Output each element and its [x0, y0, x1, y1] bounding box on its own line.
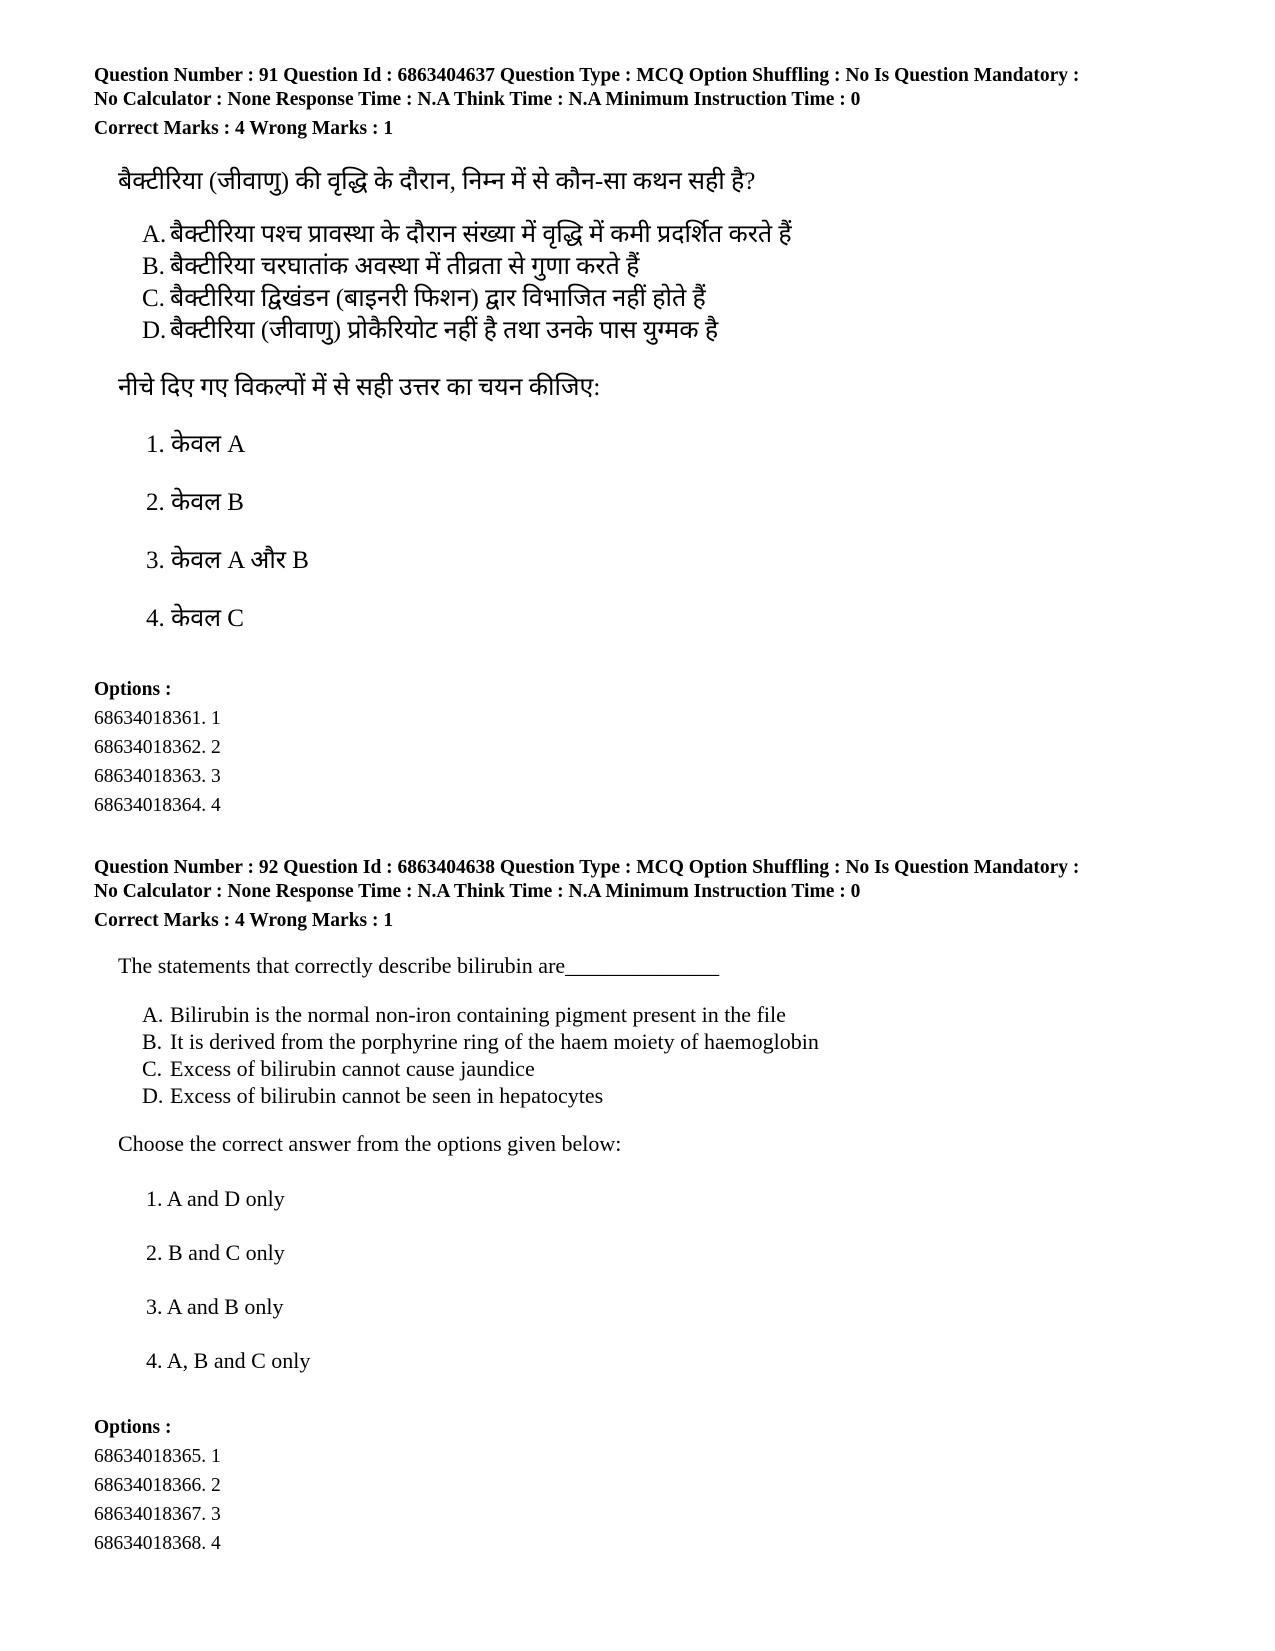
option-item: 68634018364. 4 [94, 795, 221, 816]
meta-line-2: No Calculator : None Response Time : N.A Think Time : N.A Minimum Instruction Time : 0 [94, 881, 861, 902]
statement-item: A. बैक्टीरिया पश्च प्रावस्था के दौरान संख्या में वृद्धि में कमी प्रदर्शित करते हैं [142, 221, 792, 248]
choice-item: 4. केवल C [146, 605, 244, 632]
question-stem: बैक्टीरिया (जीवाणु) की वृद्धि के दौरान, निम्न में से कौन-सा कथन सही है? [118, 168, 756, 195]
option-item: 68634018361. 1 [94, 708, 221, 729]
statement-list [142, 1001, 1214, 1109]
question-body [118, 953, 1214, 1395]
options-list [94, 1413, 1214, 1558]
question-meta [94, 856, 1214, 933]
marks-line: Correct Marks : 4 Wrong Marks : 1 [94, 118, 394, 139]
choice-list [146, 1179, 1214, 1395]
option-item: 68634018368. 4 [94, 1533, 221, 1554]
option-item: 68634018363. 3 [94, 766, 221, 787]
option-item: 68634018362. 2 [94, 737, 221, 758]
marks-line: Correct Marks : 4 Wrong Marks : 1 [94, 910, 394, 931]
choice-item: 2. B and C only [146, 1240, 285, 1265]
option-item: 68634018367. 3 [94, 1504, 221, 1525]
statement-item: B. बैक्टीरिया चरघातांक अवस्था में तीव्रता से गुणा करते हैं [142, 253, 640, 280]
choice-item: 3. केवल A और B [146, 547, 309, 574]
answer-instruction: Choose the correct answer from the options given below: [118, 1131, 622, 1156]
meta-line-1: Question Number : 91 Question Id : 6863404637 Question Type : MCQ Option Shuffling : No Is Question Mandatory : [94, 65, 1080, 86]
statement-list [142, 219, 1214, 347]
choice-item: 1. A and D only [146, 1186, 285, 1211]
choice-item: 1. केवल A [146, 431, 246, 458]
statement-item: B. It is derived from the porphyrine ring of the haem moiety of haemoglobin [142, 1029, 819, 1054]
choice-item: 4. A, B and C only [146, 1348, 311, 1373]
question-block-92 [94, 856, 1214, 1558]
question-meta [94, 64, 1214, 141]
options-list [94, 675, 1214, 820]
choice-item: 2. केवल B [146, 489, 244, 516]
statement-item: C. बैक्टीरिया द्विखंडन (बाइनरी फिशन) द्वार विभाजित नहीं होते हैं [142, 285, 706, 312]
choice-list [146, 425, 1214, 657]
statement-item: D. बैक्टीरिया (जीवाणु) प्रोकैरियोट नहीं है तथा उनके पास युग्मक है [142, 317, 719, 344]
option-item: 68634018365. 1 [94, 1446, 221, 1467]
question-stem: The statements that correctly describe bilirubin are______________ [118, 953, 720, 978]
answer-instruction: नीचे दिए गए विकल्पों में से सही उत्तर का चयन कीजिए: [118, 374, 601, 401]
choice-item: 3. A and B only [146, 1294, 284, 1319]
meta-line-2: No Calculator : None Response Time : N.A Think Time : N.A Minimum Instruction Time : 0 [94, 89, 861, 110]
question-body [118, 163, 1214, 657]
statement-item: C. Excess of bilirubin cannot cause jaundice [142, 1056, 535, 1081]
question-block-91 [94, 64, 1214, 820]
statement-item: A. Bilirubin is the normal non-iron containing pigment present in the file [142, 1002, 786, 1027]
statement-item: D. Excess of bilirubin cannot be seen in hepatocytes [142, 1083, 604, 1108]
options-header: Options : [94, 679, 172, 700]
options-header: Options : [94, 1417, 172, 1438]
option-item: 68634018366. 2 [94, 1475, 221, 1496]
meta-line-1: Question Number : 92 Question Id : 6863404638 Question Type : MCQ Option Shuffling : No Is Question Mandatory : [94, 857, 1080, 878]
